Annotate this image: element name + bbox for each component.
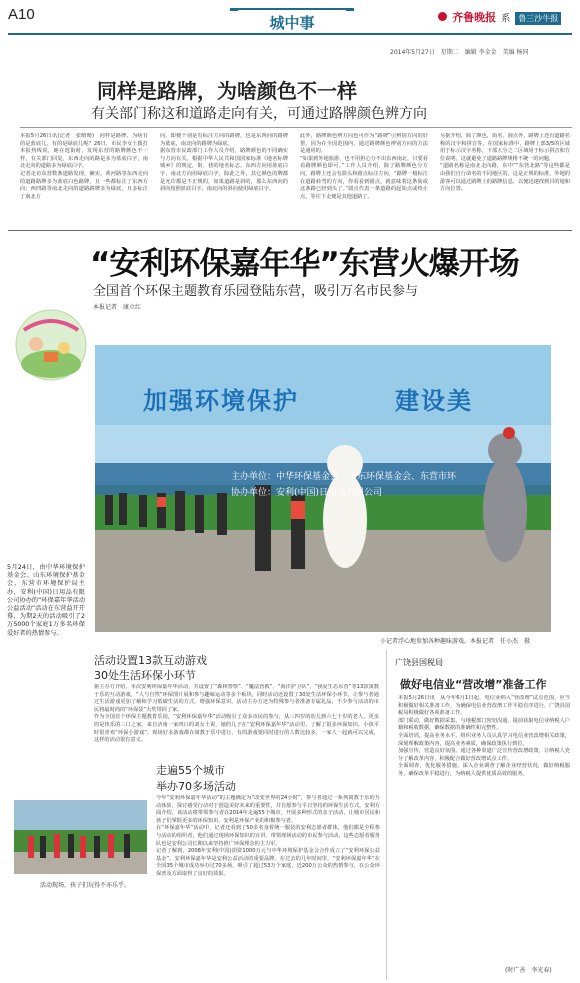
activity-photo: [14, 800, 147, 874]
event-logo-illustration: [14, 308, 88, 382]
photo-banner-left: 加强环境保护: [143, 387, 299, 415]
dateline: 2014年5月27日 星期二 编辑 李金金 美编 杨同: [390, 49, 529, 56]
article1-title: 同样是路牌，为啥颜色不一样: [97, 79, 357, 103]
article1-subtitle: 有关部门称这和道路走向有关，可通过路牌颜色辨方向: [91, 106, 427, 122]
article1-col1: 本报5月26日讯(记者 张晴晴) 同样是路牌，为啥有的是蓝底儿，有的是绿底儿呢？26日，市民李女士拨打本报热线说，她在逛街时，发现东营的路牌颜色不一样，有关部门回复，东西走向的路是多为蓝底白字，南北走向的道路多为绿底白字。 记者走访东营数条道路发现，确实，黄河路等东西走向的道路路牌多为蓝底白色路牌，且一些都标注了东西方向；西四路等南北走向的道路路牌多为绿底，且多标注了南北方: [20, 133, 148, 200]
column-divider: [386, 650, 387, 980]
article1-col2: 向，即便个别是有标注方向的路牌，也是东西向的路牌为蓝底，南北向的路牌为绿底。 据东营市民政部门工作人员介绍，路牌颜色的不同确实与方向有关，根据中华人民共和国国家标准《地名标牌城乡》的规定，街、巷的地名标志，东西方向用蓝底白字，南北方向用绿底白字，除此之外，其它颜色的牌都是允许都是不正规的，如果道路是斜的，那么东西向的斜向按照蓝底白字，南北向的斜向使用绿底白字。: [160, 133, 288, 193]
photo-org-line: 协办单位：安利(中国)日用品有限公司: [231, 488, 383, 498]
brand-name: 齐鲁晚报: [452, 11, 497, 24]
article2-subtitle: 全国首个环保主题教育乐园登陆东营，吸引万名市民参与: [93, 284, 419, 299]
header-rule: [8, 33, 572, 35]
section-title: 城中事: [269, 14, 315, 32]
article3-title: 做好电信业“营改增”准备工作: [400, 678, 547, 691]
divider: [20, 127, 572, 128]
section2-subtitle: 举办70多场活动: [156, 780, 236, 793]
article3-body: 本报5月26日讯 从今年6月1日起，电信业纳入“营改增”试点范围，应当积极做好相关准备工作，为确保电信业营改增工作平稳有序进行，广饶县国税局积极做好各项准备工作。 部门联动，做好数据采集。与地税部门密切沟通，提前获取电信业纳税人户籍和税收数据，确保数据的准确性和完整性。 全面培训，提高业务水平。组织业务人员认真学习电信业营改增相关政策，深刻理解政策内容，提高业务素质，确保政策执行到位。 加强宣传，营造良好氛围。通过各种渠道广泛宣传营改增政策，让纳税人充分了解改革内容，积极配合做好营改增试点工作。 全面调查，优化服务措施。深入企业调查了解企业经营状况，做好纳税服务，确保改革平稳进行，为纳税人提供优质高效的服务。: [398, 695, 570, 777]
section2-body: 今年“安利环保嘉年华活动”的主题确定为“改变世界的24小时”，参与者通过一系列寓教于乐的互动体验，探讨感受行动对于创造美好未来的重要性，并自愿参与平日坚持的环保生活方式。安利方面介绍，该活动将带领参与者在2014年走遍55个城市，开展多种形式的亲子活动，让城市居民和孩子们掌握更多的环保知识。安利是环保产业的积极参与者。 在“环保嘉年华”活动中，记者还看到了50多名身着统一服装的安利志愿者群体，他们都是全程参与活动的组织者，他们通过现场环保知识的宣讲，带领现场活动的市民参与活动。这些志愿者服务队也是安利公司长期以来坚持推广环保理念的主力军。 记者了解到，2008年安利(中国)捐资1000万元与中华环境保护基金会合作成立了“安利环保公益基金”，安利环保嘉年华是安利公益活动的重要品牌。在过去的几年时间里，“安利环保嘉年华”在全国35个城市成功举办过70多场，吸引了超过53万个家庭，近200万公众的热情参与，在公众环保普及方面取得了良好的效果。: [156, 795, 380, 877]
article1-col4: 另据介绍，除了颜色，街名、圆点外，路牌上还有道路名称的汉字和拼音等，在国家标准中，路牌上部3/5的区域用于标示汉字名称，下部五分之二区域用于标示拼音和方位说明，这就避免了道路路牌规格不统一的问题。 “道路名称是南北走向路，东中”“东营北路”等这些都是由我们自行命名的不同地区的，这是正规的标准，外地的游客可以通过路牌上的路牌信息，以便迅速找到目的地和方向位置。: [440, 133, 570, 193]
article2-byline: 本报记者 康立红: [93, 304, 142, 311]
edition-tag: 鲁三沙牛报: [515, 12, 561, 25]
section1-subtitle: 30处生活环保小环节: [94, 669, 196, 682]
divider: [8, 230, 572, 231]
article2-title: “安利环保嘉年华”东营火爆开场: [90, 246, 519, 282]
photo-host-line: 主办单位：中华环保基金会 山东环保基金会、东营市环: [231, 472, 457, 482]
article2-lead: 5月24日，由中华环境保护基金会、山东环境保护基金会、东营市环境保护局主办，安利(中国)日用品有限公司协办的“环保嘉年华活动公益活动”活动在东营益开开幕，为期2天的活动吸引了2万5000个家庭1万多名环保爱好者的热情参与。: [7, 564, 85, 637]
brand-suffix: 系: [501, 14, 511, 24]
event-photo: [95, 345, 551, 632]
article3-tag: 广饶县国税局: [395, 658, 443, 667]
photo-banner-right: 建设美: [395, 387, 473, 415]
article3-byline: (时广善 李光春): [505, 967, 552, 974]
photo-caption: 小记者浮心地参加各种趣味游戏。本报记者 任小杰 摄: [380, 638, 531, 645]
activity-photo-caption: 活动现场，孩子们玩得不亦乐乎。: [40, 882, 131, 889]
section1-title: 活动设置13款互动游戏: [94, 654, 207, 667]
section2-title: 走遍55个城市: [156, 764, 225, 777]
article1-col3: 此外，路牌颜色辨方向也可作为“路牌”引辨别方向的好帮，因为在全国范围内，通过路牌颜色辨别方向的方法是通用的。 “如果到外地旅游，也不用担心分不出东西南北，只要看看路牌颜色即可。”工作人员介绍，除了路牌颜色分方向，路牌上还会有箭头和圆点标注方向，“路牌一般标注在道路转弯的方向，你看看到圆点，就意味着这条街或这条路已经到头了。”圆点代表一条道路的起始点或终止点，等往下走便是其他道路了。: [300, 133, 428, 200]
logo-icon: [438, 12, 447, 21]
section1-body: 据主办方介绍，本次安利环保嘉年华活动，共设置了“森林警察”、“魔法营救”、“海洋护卫队”、“我爱生态东营”等13款寓教于乐的互动游戏，“人与自然”环保图片展和参与趣味运动等多个板块，同时活动还设置了30处生活环保小环节，让参与者通过生活游戏更加了解和学习低碳生活的方式，增强环保意识。活动主办方还为特殊参与者准备专属礼品，不少参与活动的市民将最时尚的“环保袋”大奖带回了家。 作为全国首个环保主题教育乐园，“安利环保嘉年华”活动吸引了众多市民的参与，从三四岁的幼儿到六七十岁的老人，更多的是快乐的三口之家。来自济南一家四口的刘女士说，她的儿子在“安利环保嘉年华”活动里，了解了很多环保知识，小孩平时很喜欢“环保小游戏”，现场好多游戏都在寓教于乐中进行，有的游戏要同时进行的人数比较多，一家人一起就可以完成，这样的活动很有意义。: [94, 684, 379, 744]
page-number: A10: [8, 6, 35, 23]
newspaper-logo: [438, 6, 572, 24]
